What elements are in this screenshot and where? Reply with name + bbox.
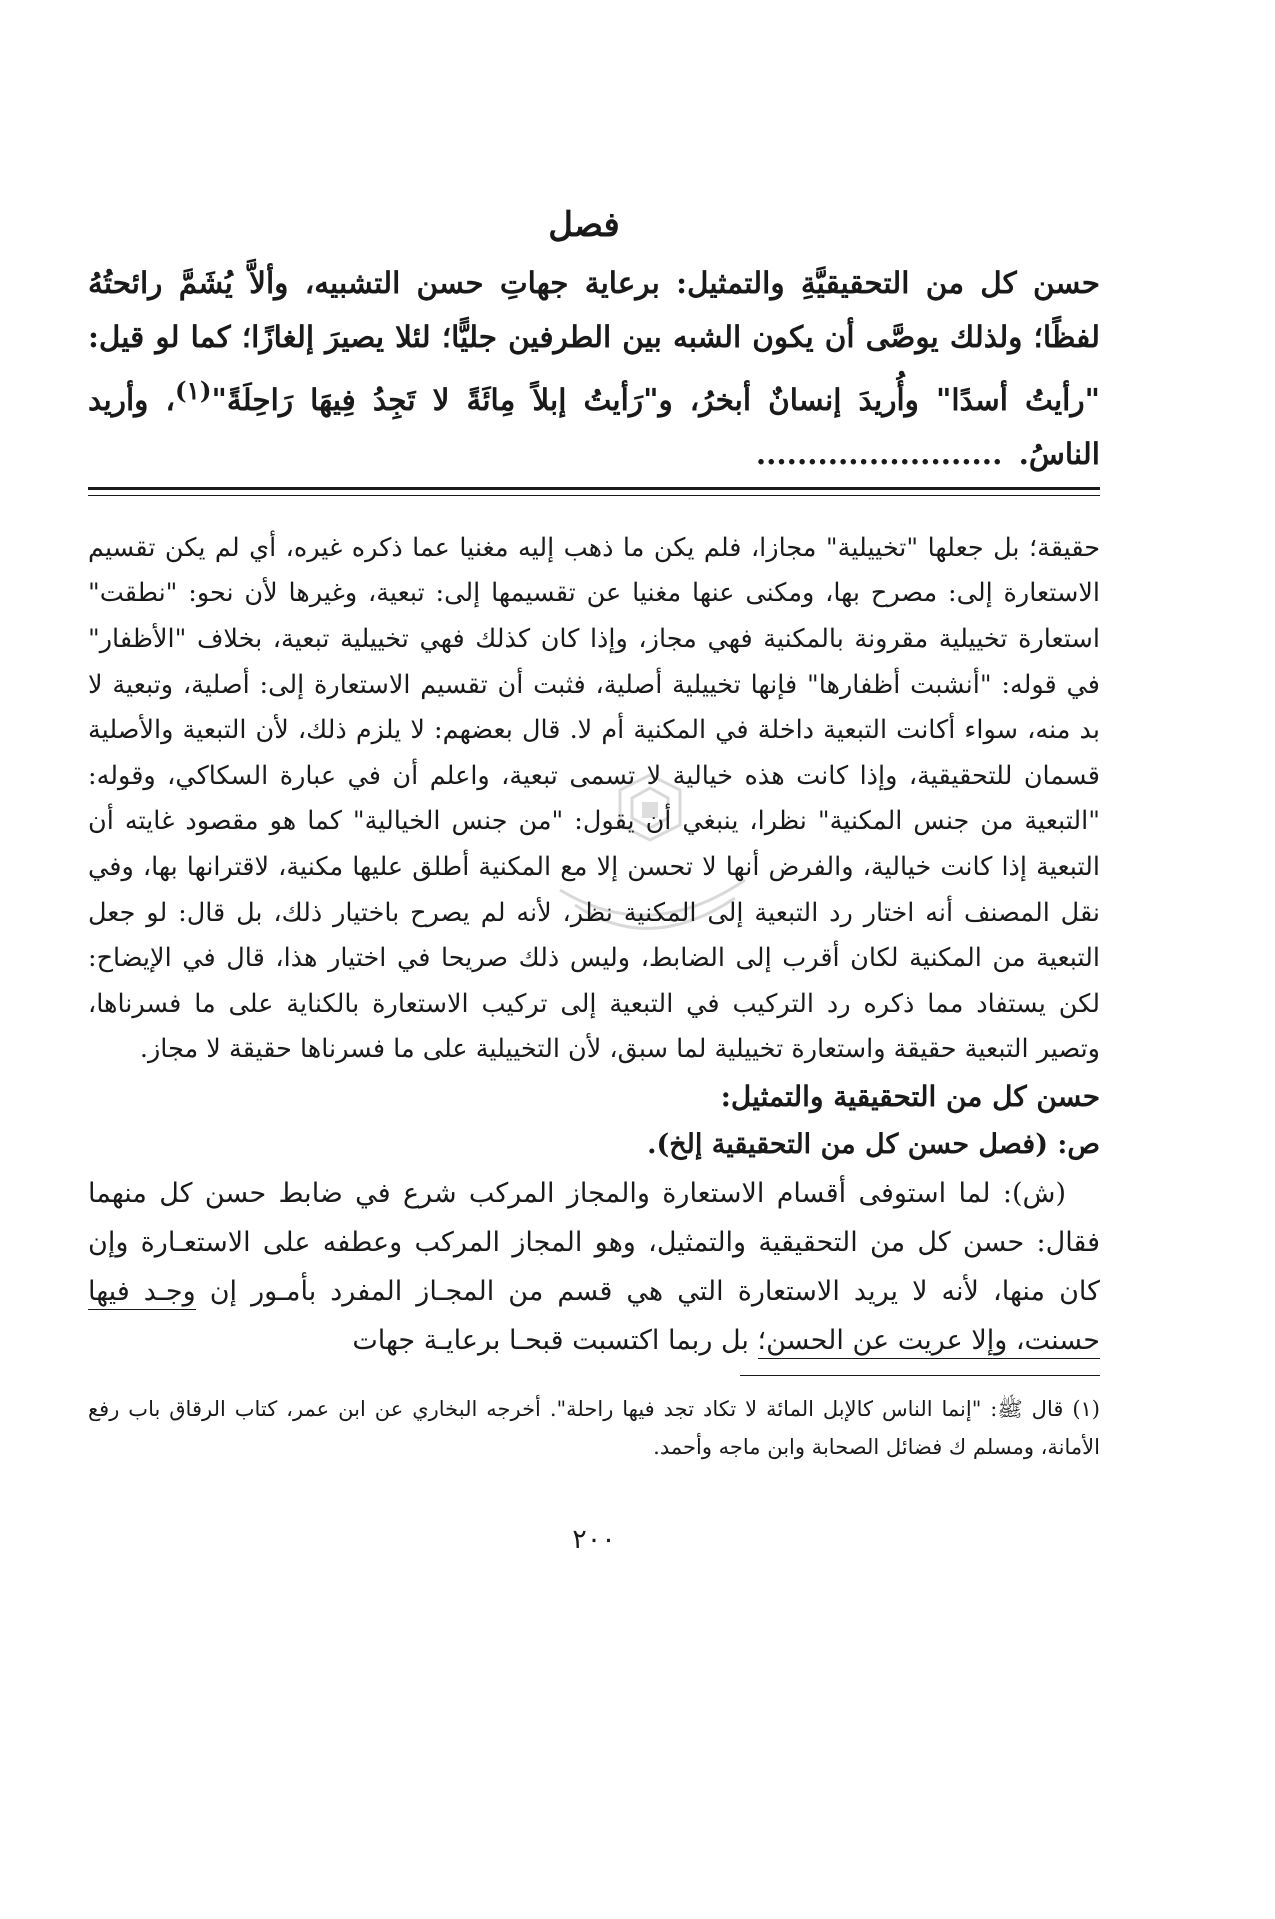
- quoted-matn-line: ص: (فصل حسن كل من التحقيقية إلخ).: [647, 1128, 1100, 1160]
- matn-dots: ........................: [755, 435, 1003, 471]
- page-number: ٢٠٠: [572, 1523, 616, 1555]
- matn-text: حسن كل من التحقيقيَّةِ والتمثيل: برعاية جهاتِ حسن التشبيه، وألاَّ يُشَمَّ رائحتُهُ لفظًا؛ ولذلك يوصَّى أن يكون الشبه بين الطرفين جليًّا؛ لئلا يصيرَ إلغازًا؛ كما لو قيل: "رأيتُ أسدًا" وأُريدَ إنسانٌ أبخرُ، و"رَأيتُ إبلاً مِائَةً لا تَجِدُ فِيهَا رَاحِلَةً": [88, 265, 1100, 417]
- footnote-separator: [740, 1375, 1100, 1376]
- matn-tail: ، وأريد الناسُ.: [88, 381, 1100, 471]
- main-text-matn: [88, 256, 1100, 481]
- footnote-reference: (١): [174, 376, 212, 405]
- double-separator-rule: [88, 487, 1100, 496]
- document-page: [88, 200, 1100, 1880]
- section-title: فصل: [548, 205, 620, 245]
- commentary-paragraph-2: [88, 1169, 1100, 1365]
- commentary-paragraph: حقيقة؛ بل جعلها "تخييلية" مجازا، فلم يكن ما ذهب إليه مغنيا عما ذكره غيره، أي لم يكن تقسيم الاستعارة إلى: مصرح بها، ومكنى عنها مغنيا عن تقسيمها إلى: تبعية، وغيرها لأن نحو: "نطقت" استعارة تخييلية مقرونة بالمكنية فهي مجاز، وإذا كان كذلك فهي تخييلية تبعية، بخلاف "الأظفار" في قوله: "أنشبت أظفارها" فإنها تخييلية أصلية، فثبت أن تقسيم الاستعارة إلى: أصلية، وتبعية لا بد منه، سواء أكانت التبعية داخلة في المكنية أم لا. قال بعضهم: لا يلزم ذلك، لأن التبعية والأصلية قسمان للتحقيقية، وإذا كانت هذه خيالية لا تسمى تبعية، واعلم أن في عبارة السكاكي، وقوله: "التبعية من جنس المكنية" نظرا، ينبغي أن يقول: "من جنس الخيالية" كما هو مقصود غايته أن التبعية إذا كانت خيالية، والفرض أنها لا تحسن إلا مع المكنية أطلق عليها مكنية، لاقترانها بها، وفي نقل المصنف أنه اختار رد التبعية إلى المكنية نظر، لأنه لم يصرح باختيار ذلك، بل قال: لو جعل التبعية من المكنية لكان أقرب إلى الضابط، وليس ذلك صريحا في اختيار هذا، قال في الإيضاح: لكن يستفاد مما ذكره رد التركيب في التبعية إلى تركيب الاستعارة بالكناية على ما فسرناها، وتصير التبعية حقيقة واستعارة تخييلية لما سبق، لأن التخييلية على ما فسرناها حقيقة لا مجاز.: [88, 532, 1100, 1065]
- underlined-text: وجـد فيها حسنت، وإلا عريت عن الحسن؛: [88, 1276, 1100, 1359]
- commentary-2-text: (ش): لما استوفى أقسام الاستعارة والمجاز المركب شرع في ضابط حسن كل منهما فقال: حسن كل من التحقيقية والتمثيل، وهو المجاز المركب وعطفه على الاستعـارة وإن كان منها، لأنه لا يريد الاستعارة التي هي قسم من المجـاز المفرد بأمـور إن: [88, 1177, 1100, 1307]
- section-heading: حسن كل من التحقيقية والتمثيل:: [720, 1079, 1100, 1113]
- footnote: (١) قال ﷺ: "إنما الناس كالإبل المائة لا تكاد تجد فيها راحلة". أخرجه البخاري عن ابن عمر، كتاب الرقاق باب رفع الأمانة، ومسلم ك فضائل الصحابة وابن ماجه وأحمد.: [88, 1396, 1100, 1459]
- commentary-2-tail: بل ربما اكتسبت قبحـا برعايـة جهات: [352, 1324, 758, 1356]
